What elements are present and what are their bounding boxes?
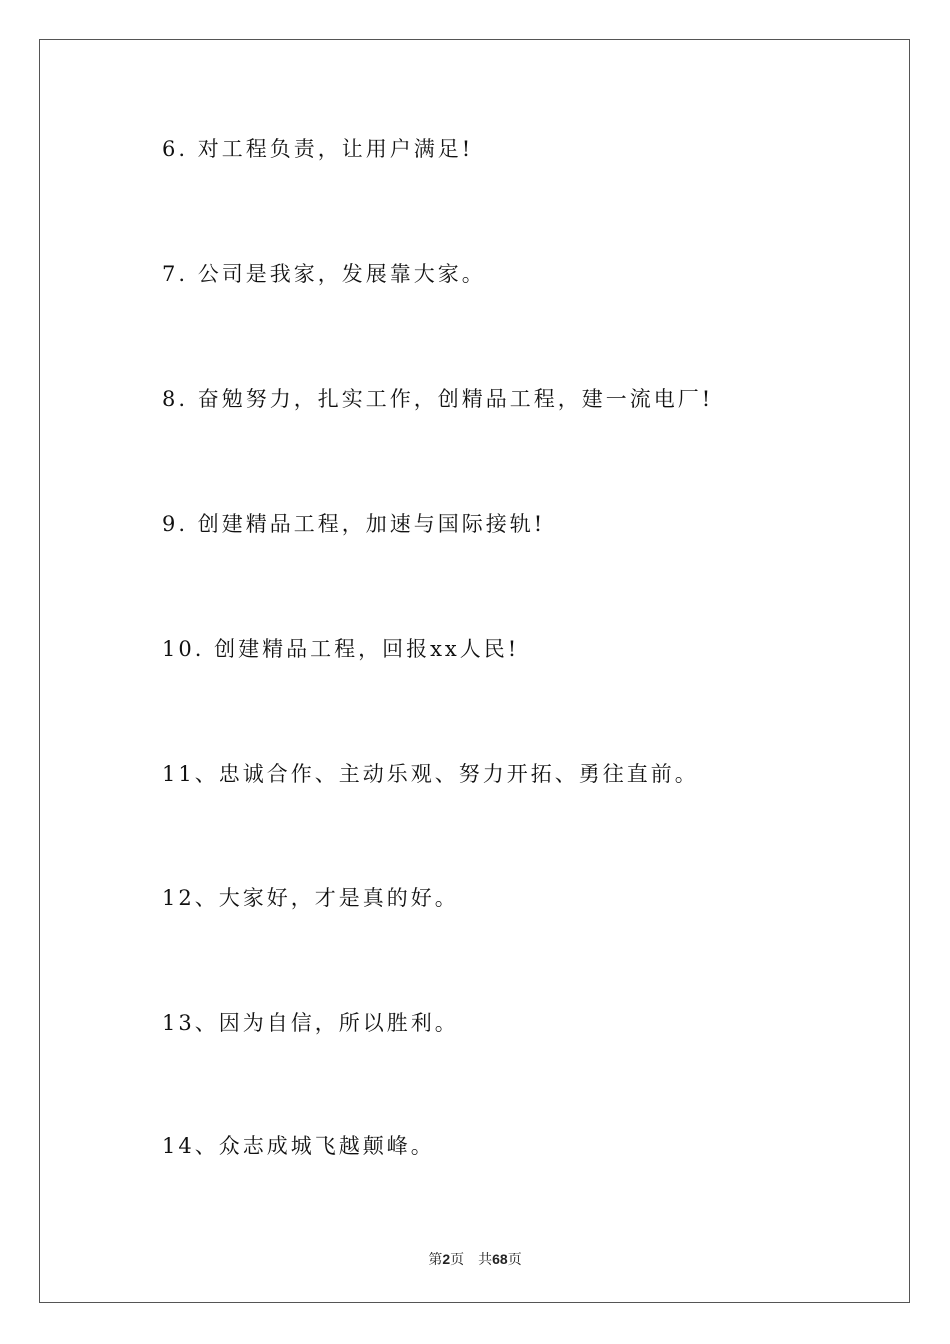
total-pages: 68 xyxy=(492,1251,508,1267)
slogan-line: 11、忠诚合作、主动乐观、努力开拓、勇往直前。 xyxy=(162,762,699,786)
page-number: 2 xyxy=(442,1251,451,1267)
total-prefix: 共 xyxy=(478,1252,493,1268)
slogan-line: 7. 公司是我家，发展靠大家。 xyxy=(162,262,486,286)
slogan-line: 6. 对工程负责，让用户满足! xyxy=(162,137,474,161)
slogan-line: 9. 创建精品工程，加速与国际接轨! xyxy=(162,512,546,536)
slogan-line: 12、大家好，才是真的好。 xyxy=(162,886,459,910)
page-prefix: 第 xyxy=(428,1252,443,1268)
slogan-line: 10. 创建精品工程，回报xx人民! xyxy=(162,637,520,661)
slogan-line: 13、因为自信，所以胜利。 xyxy=(162,1011,459,1035)
page-footer xyxy=(0,1249,950,1269)
page-frame xyxy=(39,39,910,1303)
slogan-line: 14、众志成城飞越颠峰。 xyxy=(162,1134,435,1158)
total-suffix: 页 xyxy=(507,1252,522,1268)
slogan-line: 8. 奋勉努力，扎实工作，创精品工程，建一流电厂! xyxy=(162,387,714,411)
page-suffix: 页 xyxy=(450,1252,465,1268)
